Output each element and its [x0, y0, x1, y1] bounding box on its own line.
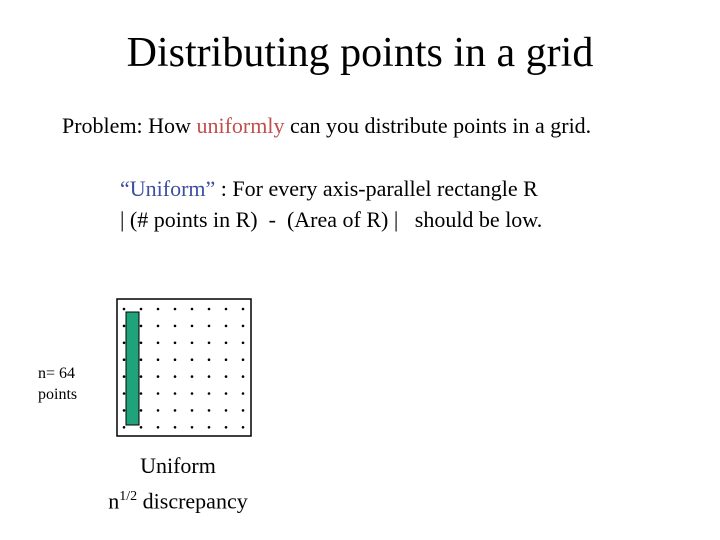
grid-point [242, 409, 245, 412]
grid-point [157, 325, 160, 328]
grid-point [208, 342, 211, 345]
problem-highlight: uniformly [196, 113, 285, 138]
problem-prefix: Problem: How [62, 113, 197, 138]
grid-point [157, 342, 160, 345]
grid-point [225, 375, 228, 378]
grid-point [123, 358, 126, 361]
grid-point [242, 358, 245, 361]
grid-point [140, 426, 143, 429]
grid-point [242, 426, 245, 429]
grid-point [225, 342, 228, 345]
grid-point [174, 375, 177, 378]
grid-point [225, 409, 228, 412]
grid-point [208, 358, 211, 361]
grid-point [157, 358, 160, 361]
grid-point [174, 325, 177, 328]
query-rectangle [126, 312, 139, 425]
point-count-line-2: points [38, 386, 78, 403]
grid-point [191, 325, 194, 328]
grid-point [123, 426, 126, 429]
grid-point [174, 426, 177, 429]
slide-title: Distributing points in a grid [126, 30, 594, 76]
grid-point [123, 375, 126, 378]
grid-point [191, 342, 194, 345]
caption-line-1: Uniform [140, 453, 216, 478]
grid-point [208, 375, 211, 378]
grid-point [123, 308, 126, 311]
grid-point [174, 409, 177, 412]
grid-point [191, 426, 194, 429]
grid-point [157, 409, 160, 412]
definition-term: “Uniform” [120, 176, 216, 201]
caption [90, 450, 266, 516]
caption-line-2 [90, 481, 266, 516]
grid-point [140, 375, 143, 378]
point-count-line-1: n= 64 [38, 365, 76, 382]
caption-rest: discrepancy [137, 488, 248, 514]
grid-point [208, 426, 211, 429]
grid-point [225, 392, 228, 395]
caption-exponent: 1/2 [119, 489, 138, 504]
grid-point [123, 325, 126, 328]
grid-point [140, 358, 143, 361]
grid-point [208, 392, 211, 395]
grid-point [174, 342, 177, 345]
grid-point [191, 308, 194, 311]
grid-point [242, 342, 245, 345]
grid-point [123, 409, 126, 412]
grid-point [225, 358, 228, 361]
grid-point [242, 375, 245, 378]
grid-point [225, 426, 228, 429]
grid-point [157, 426, 160, 429]
definition-line-2: | (# points in R) - (Area of R) | should be low. [120, 207, 543, 232]
grid-point [242, 325, 245, 328]
definition-line-1-rest: : For every axis-parallel rectangle R [215, 176, 538, 201]
grid-point [225, 308, 228, 311]
grid-point [123, 392, 126, 395]
grid-point [191, 409, 194, 412]
grid-point [174, 308, 177, 311]
grid-point [242, 308, 245, 311]
grid-point [225, 325, 228, 328]
grid-point [123, 342, 126, 345]
grid-point [174, 392, 177, 395]
grid-point [140, 342, 143, 345]
grid-points [123, 308, 245, 429]
grid-point [191, 358, 194, 361]
grid-point [140, 325, 143, 328]
grid-point [157, 375, 160, 378]
caption-base: n [108, 488, 120, 514]
grid-point [140, 409, 143, 412]
grid-point [140, 308, 143, 311]
grid-point [157, 392, 160, 395]
grid-point [157, 308, 160, 311]
grid-point [191, 392, 194, 395]
grid-point [242, 392, 245, 395]
grid-point [174, 358, 177, 361]
grid-point [140, 392, 143, 395]
problem-suffix: can you distribute points in a grid. [284, 113, 592, 138]
grid-point [208, 409, 211, 412]
grid-point [191, 375, 194, 378]
grid-point [208, 308, 211, 311]
grid-point [208, 325, 211, 328]
